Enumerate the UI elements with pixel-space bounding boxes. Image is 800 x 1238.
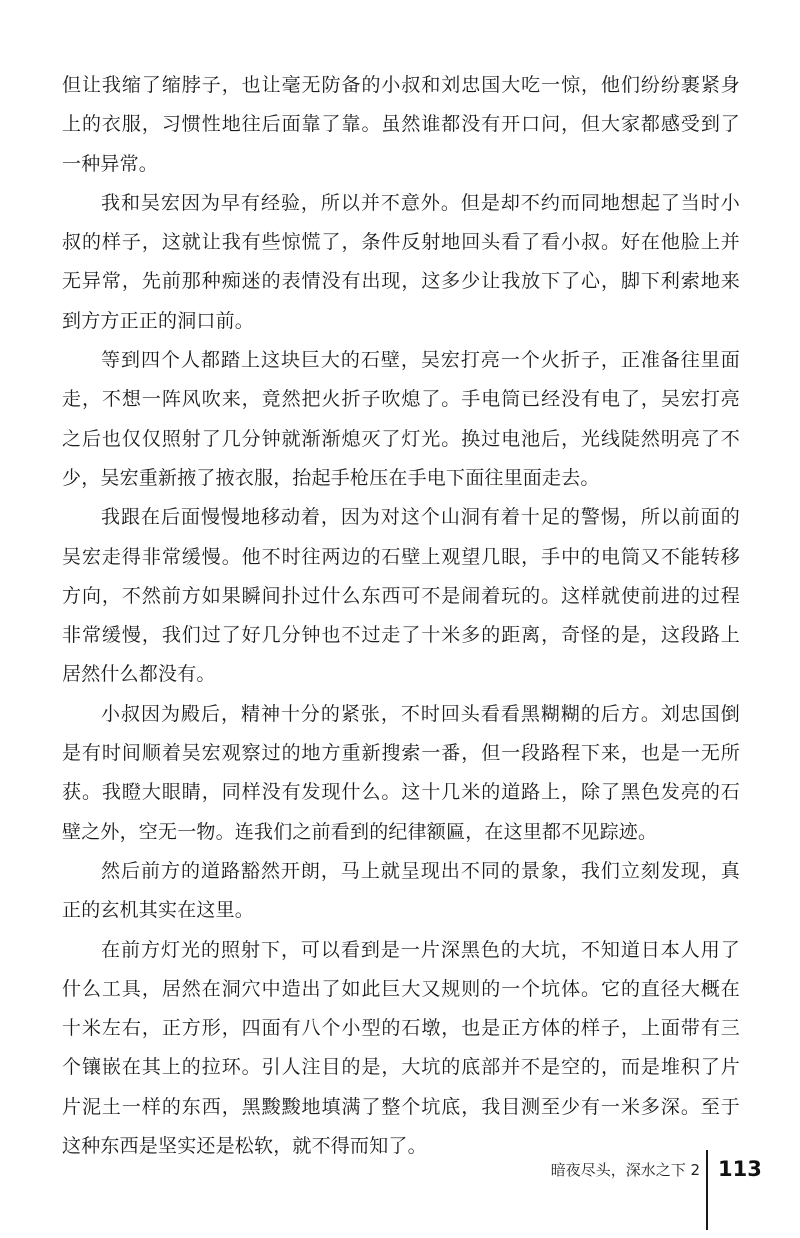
running-footer-title: 暗夜尽头，深水之下 2 — [550, 1161, 700, 1179]
body-text — [62, 66, 740, 1166]
text-line: 获。我瞪大眼睛，同样没有发现什么。这十几米的道路上，除了黑色发亮的石 — [62, 781, 740, 804]
text-line: 居然什么都没有。 — [62, 663, 216, 686]
text-line: 吴宏走得非常缓慢。他不时往两边的石壁上观望几眼，手中的电筒又不能转移 — [62, 545, 740, 568]
text-line: 少，吴宏重新掖了掖衣服，抬起手枪压在手电下面往里面走去。 — [62, 466, 600, 489]
text-line: 一种异常。 — [62, 152, 159, 175]
page-number: 113 — [718, 1157, 762, 1181]
text-line: 小叔因为殿后，精神十分的紧张，不时回头看看黑糊糊的后方。刘忠国倒 — [101, 702, 740, 725]
footer-divider — [706, 1150, 708, 1230]
text-line: 什么工具，居然在洞穴中造出了如此巨大又规则的一个坑体。它的直径大概在 — [62, 977, 740, 1000]
text-line: 片泥土一样的东西，黑黢黢地填满了整个坑底，我目测至少有一米多深。至于 — [62, 1095, 740, 1118]
text-line: 个镶嵌在其上的拉环。引人注目的是，大坑的底部并不是空的，而是堆积了片 — [62, 1056, 740, 1079]
text-line: 十米左右，正方形，四面有八个小型的石墩，也是正方体的样子，上面带有三 — [62, 1017, 740, 1040]
text-line: 壁之外，空无一物。连我们之前看到的纪律额匾，在这里都不见踪迹。 — [62, 820, 658, 843]
text-line: 等到四个人都踏上这块巨大的石壁，吴宏打亮一个火折子，正准备往里面 — [101, 349, 740, 372]
text-line: 我跟在后面慢慢地移动着，因为对这个山洞有着十足的警惕，所以前面的 — [101, 506, 740, 529]
text-line: 叔的样子，这就让我有些惊慌了，条件反射地回头看了看小叔。好在他脸上并 — [62, 231, 740, 254]
text-line: 无异常，先前那种痴迷的表情没有出现，这多少让我放下了心，脚下利索地来 — [62, 270, 740, 293]
text-line: 在前方灯光的照射下，可以看到是一片深黑色的大坑，不知道日本人用了 — [101, 938, 740, 961]
text-line: 正的玄机其实在这里。 — [62, 899, 255, 922]
text-line: 之后也仅仅照射了几分钟就渐渐熄灭了灯光。换过电池后，光线陡然明亮了不 — [62, 427, 740, 450]
text-line: 非常缓慢，我们过了好几分钟也不过走了十米多的距离，奇怪的是，这段路上 — [62, 624, 740, 647]
text-line: 走，不想一阵风吹来，竟然把火折子吹熄了。手电筒已经没有电了，吴宏打亮 — [62, 388, 740, 411]
text-line: 然后前方的道路豁然开朗，马上就呈现出不同的景象，我们立刻发现，真 — [101, 859, 740, 882]
text-line: 是有时间顺着吴宏观察过的地方重新搜索一番，但一段路程下来，也是一无所 — [62, 742, 740, 765]
text-line: 到方方正正的洞口前。 — [62, 309, 255, 332]
text-line: 我和吴宏因为早有经验，所以并不意外。但是却不约而同地想起了当时小 — [101, 191, 740, 214]
text-line: 这种东西是坚实还是松软，就不得而知了。 — [62, 1135, 427, 1158]
text-line: 方向，不然前方如果瞬间扑过什么东西可不是闹着玩的。这样就使前进的过程 — [62, 584, 740, 607]
text-line: 上的衣服，习惯性地往后面靠了靠。虽然谁都没有开口问，但大家都感受到了 — [62, 113, 740, 136]
text-line: 但让我缩了缩脖子，也让毫无防备的小叔和刘忠国大吃一惊，他们纷纷裹紧身 — [62, 74, 740, 96]
